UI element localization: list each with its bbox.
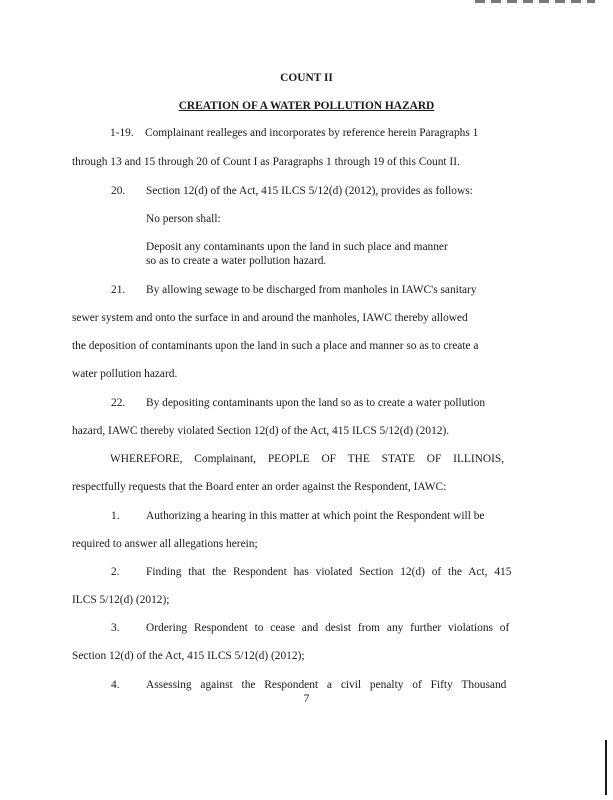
line-text: By allowing sewage to be discharged from manholes in IAWC's sanitary [146, 284, 477, 296]
paragraph-line: hazard, IAWC thereby violated Section 12(d) of the Act, 415 ILCS 5/12(d) (2012). [72, 425, 450, 437]
item-number: 2. [111, 566, 120, 578]
paragraph-line: through 13 and 15 through 20 of Count I as Paragraphs 1 through 19 of this Count II. [72, 156, 460, 168]
paragraph-line: water pollution hazard. [72, 368, 178, 380]
paragraph-line: the deposition of contaminants upon the land in such a place and manner so as to create a [72, 340, 479, 352]
quote-line: so as to create a water pollution hazard. [146, 255, 327, 267]
wherefore-line: respectfully requests that the Board enter an order against the Respondent, IAWC: [72, 481, 447, 493]
quote-line: Deposit any contaminants upon the land in such place and manner [146, 241, 448, 253]
item-line: Finding that the Respondent has violated Section 12(d) of the Act, 415 [146, 566, 512, 578]
paragraph-line [146, 285, 508, 296]
paragraph-number: 20. [111, 185, 126, 197]
item-line: Authorizing a hearing in this matter at which point the Respondent will be [146, 510, 485, 522]
item-line: required to answer all allegations herein; [72, 538, 258, 550]
paragraph-line: sewer system and onto the surface in and around the manholes, IAWC thereby allowed [72, 312, 468, 324]
paragraph-number: 1-19. [110, 127, 134, 139]
scan-edge-mark [605, 740, 607, 795]
item-number: 1. [111, 510, 120, 522]
item-line: Assessing against the Respondent a civil penalty of Fifty Thousand [146, 679, 507, 691]
wherefore-line: WHEREFORE, Complainant, PEOPLE OF THE STATE OF ILLINOIS, [110, 453, 505, 465]
paragraph-line: By depositing contaminants upon the land so as to create a water pollution [146, 397, 486, 409]
paragraph-line: Complainant realleges and incorporates by reference herein Paragraphs 1 [145, 127, 479, 139]
item-line: Section 12(d) of the Act, 415 ILCS 5/12(d) (2012); [72, 650, 305, 662]
item-number: 4. [111, 679, 120, 691]
count-title: CREATION OF A WATER POLLUTION HAZARD [178, 100, 435, 112]
paragraph-line: Section 12(d) of the Act, 415 ILCS 5/12(d) (2012), provides as follows: [146, 185, 473, 197]
item-line: Ordering Respondent to cease and desist from any further violations of [146, 622, 510, 634]
item-number: 3. [111, 622, 120, 634]
scan-header-marks [475, 0, 595, 3]
item-line: ILCS 5/12(d) (2012); [72, 594, 170, 606]
quote-line: No person shall: [146, 213, 221, 225]
paragraph-number: 22. [111, 397, 126, 409]
count-heading: COUNT II [280, 72, 333, 84]
page-number: 7 [303, 693, 310, 705]
paragraph-number: 21. [111, 284, 126, 296]
